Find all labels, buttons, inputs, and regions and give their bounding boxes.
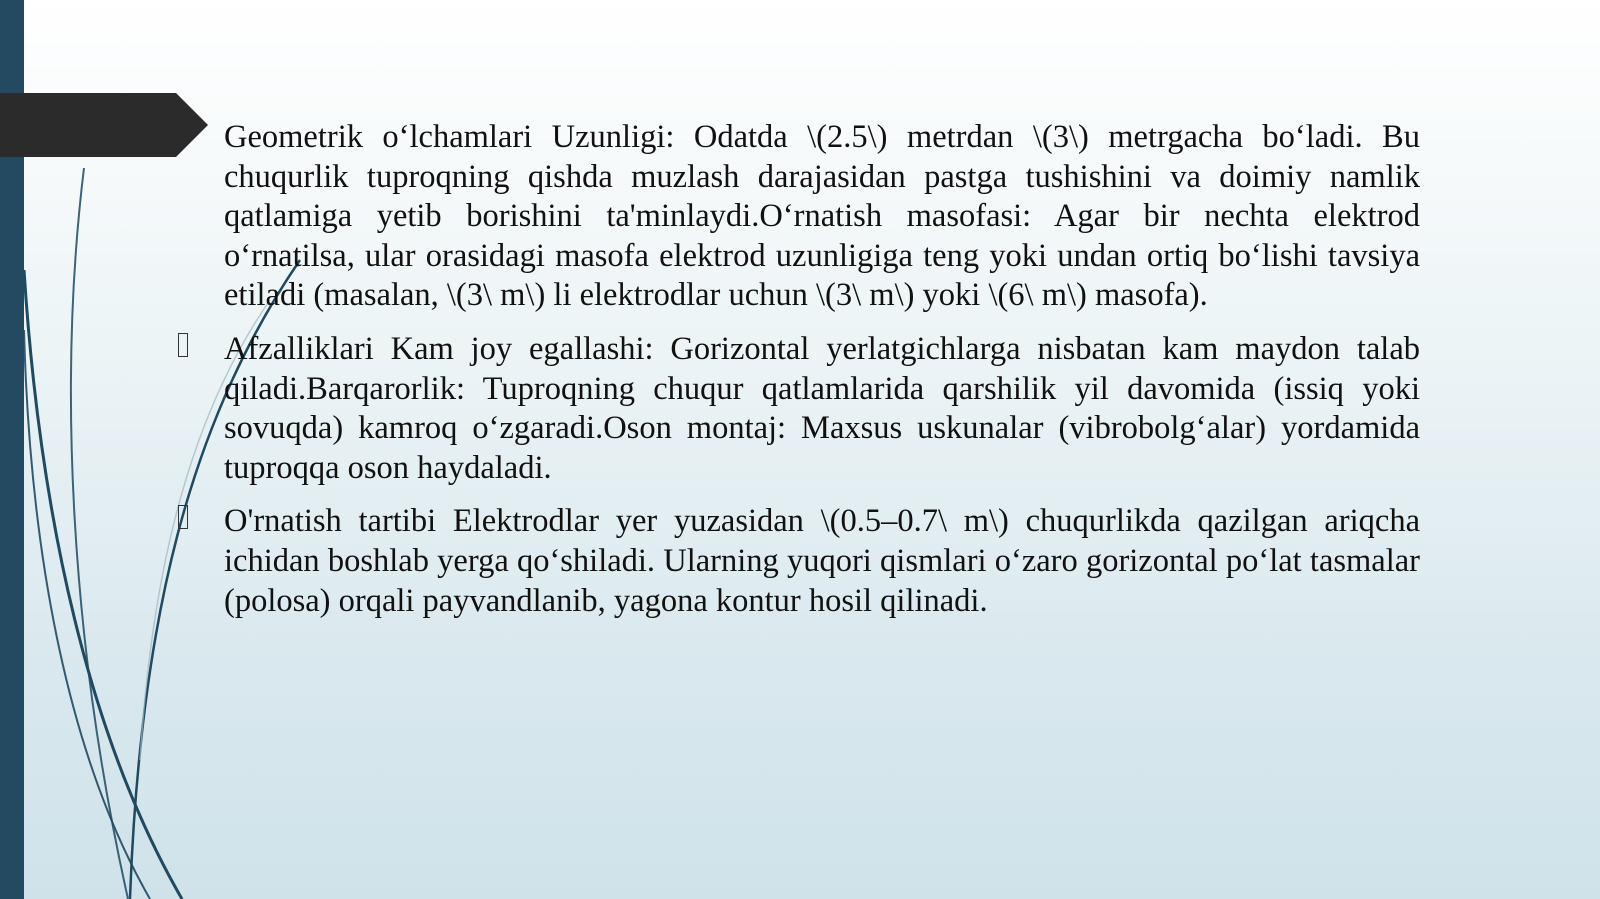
title-tab-shape <box>0 93 210 157</box>
slide-content <box>224 118 1420 635</box>
missing-glyph-bullet-icon <box>178 333 188 357</box>
paragraph-advantages <box>224 330 1420 488</box>
paragraph-installation-order <box>224 502 1420 621</box>
missing-glyph-bullet-icon <box>178 505 188 529</box>
paragraph-text: Afzalliklari Kam joy egallashi: Gorizontal yerlatgichlarga nisbatan kam maydon talab qiladi.Barqarorlik: Tuproqning chuqur qatlamlarida qarshilik yil davomida (issiq yoki sovuqda) kamroq o‘zgaradi.Oson montaj: Maxsus uskunalar (vibrobolg‘alar) yordamida tuproqqa oson haydaladi. <box>224 330 1420 486</box>
paragraph-text: O'rnatish tartibi Elektrodlar yer yuzasidan \(0.5–0.7\ m\) chuqurlikda qazilgan ariqcha ichidan boshlab yerga qo‘shiladi. Ularning yuqori qismlari o‘zaro gorizontal po‘lat tasmalar (polosa) orqali payvandlanib, yagona kontur hosil qilinadi. <box>224 503 1420 619</box>
paragraph-geometric-dimensions <box>224 118 1420 316</box>
paragraph-text: Geometrik o‘lchamlari Uzunligi: Odatda \(2.5\) metrdan \(3\) metrgacha bo‘ladi. Bu chuqurlik tuproqning qishda muzlash darajasidan pastga tushishini va doimiy namlik qatlamiga yetib borishini ta'minlaydi.O‘rnatish masofasi: Agar bir nechta elektrod o‘rnatilsa, ular orasidagi masofa elektrod uzunligiga teng yoki undan ortiq bo‘lishi tavsiya etiladi (masalan, \(3\ m\) li elektrodlar uchun \(3\ m\) yoki \(6\ m\) masofa). <box>224 119 1420 314</box>
